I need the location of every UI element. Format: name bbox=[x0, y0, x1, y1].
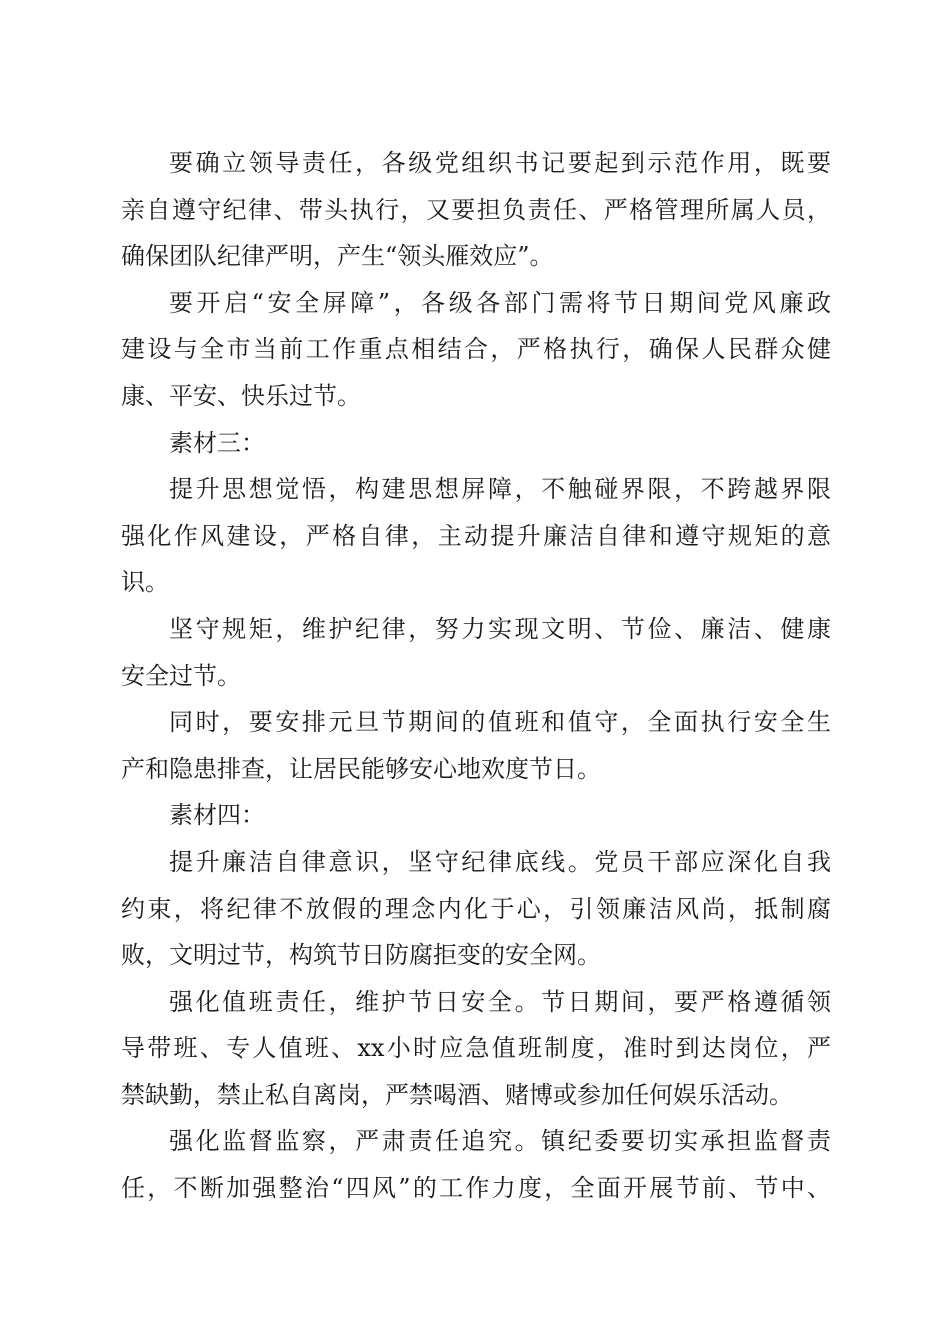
paragraph-line: 识。 bbox=[121, 568, 169, 597]
paragraph-line: 强化监督监察，严肃责任追究。镇纪委要切实承担监督责 bbox=[169, 1127, 831, 1156]
paragraph-line: 导带班、专人值班、xx小时应急值班制度，准时到达岗位，严 bbox=[121, 1034, 831, 1063]
paragraph-line: 确保团队纪律严明，产生“领头雁效应”。 bbox=[121, 242, 554, 271]
paragraph-line: 任，不断加强整治“四风”的工作力度，全面开展节前、节中、 bbox=[121, 1174, 831, 1203]
section-heading: 素材三： bbox=[169, 428, 265, 457]
paragraph-line: 同时，要安排元旦节期间的值班和值守，全面执行安全生 bbox=[169, 708, 831, 737]
paragraph-line: 约束，将纪律不放假的理念内化于心，引领廉洁风尚，抵制腐 bbox=[121, 894, 831, 923]
paragraph-line: 要确立领导责任，各级党组织书记要起到示范作用，既要 bbox=[169, 149, 831, 177]
document-body bbox=[121, 140, 831, 1212]
section-heading: 素材四： bbox=[169, 801, 265, 830]
paragraph-line: 坚守规矩，维护纪律，努力实现文明、节俭、廉洁、健康 bbox=[169, 614, 831, 643]
paragraph-line: 提升思想觉悟，构建思想屏障，不触碰界限，不跨越界限 bbox=[169, 475, 831, 504]
paragraph-line: 要开启“安全屏障”，各级各部门需将节日期间党风廉政 bbox=[169, 288, 831, 317]
paragraph-line: 产和隐患排查，让居民能够安心地欢度节日。 bbox=[121, 754, 601, 783]
paragraph-line: 亲自遵守纪律、带头执行，又要担负责任、严格管理所属人员， bbox=[121, 195, 831, 224]
paragraph-line: 败，文明过节，构筑节日防腐拒变的安全网。 bbox=[121, 941, 601, 970]
paragraph-line: 强化作风建设，严格自律，主动提升廉洁自律和遵守规矩的意 bbox=[121, 521, 831, 550]
paragraph-line: 康、平安、快乐过节。 bbox=[121, 381, 361, 410]
paragraph-line: 建设与全市当前工作重点相结合，严格执行，确保人民群众健 bbox=[121, 335, 831, 364]
paragraph-line: 提升廉洁自律意识，坚守纪律底线。党员干部应深化自我 bbox=[169, 847, 831, 876]
paragraph-line: 强化值班责任，维护节日安全。节日期间，要严格遵循领 bbox=[169, 987, 831, 1016]
paragraph-line: 禁缺勤，禁止私自离岗，严禁喝酒、赌博或参加任何娱乐活动。 bbox=[121, 1080, 793, 1109]
paragraph-line: 安全过节。 bbox=[121, 661, 241, 690]
